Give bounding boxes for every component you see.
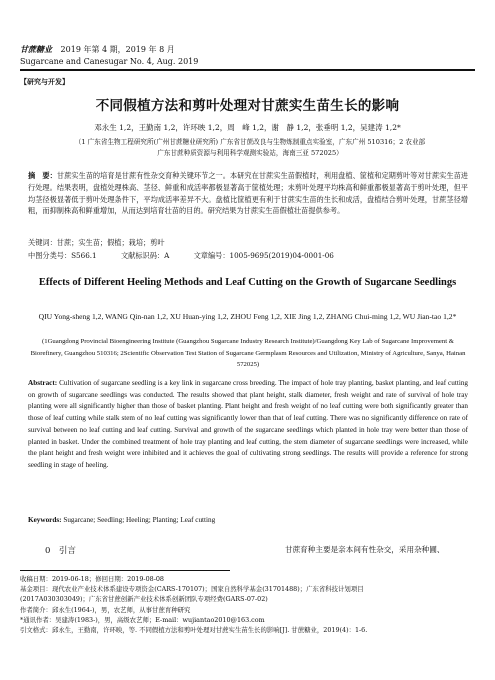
footnote-line: (2017A030303049)；广东省甘蔗创新产业技术体系创新团队专项经费(GARS-07-02) bbox=[20, 595, 268, 604]
footnote-line: 作者简介：邱永生(1964-)，男，农艺师，从事甘蔗育种研究 bbox=[20, 605, 191, 614]
header-rule bbox=[20, 69, 475, 71]
footnote-rule bbox=[20, 570, 230, 571]
footnote-line: *通讯作者：吴建涛(1983-)，男，高级农艺师；E-mail：wujiantao2010@163.com bbox=[20, 615, 265, 624]
affiliation-cn-line: （1 广东省生物工程研究所(广州甘蔗糖业研究所) 广东省甘蔗改良与生物炼制重点实验室，广东广州 510316；2 农业部 bbox=[74, 138, 426, 146]
title-cn: 不同假植方法和剪叶处理对甘蔗实生苗生长的影响 bbox=[95, 98, 400, 114]
affiliations-cn bbox=[40, 137, 460, 159]
footnote-line: 收稿日期：2019-06-18；修回日期：2019-08-08 bbox=[20, 575, 164, 583]
authors-en: QIU Yong-sheng 1,2, WANG Qin-nan 1,2, XU Huan-ying 1,2, ZHOU Feng 1,2, XIE Jing 1,2, ZHANG Chui-ming 1,2, WU Jian-tao 1,2* bbox=[38, 312, 457, 321]
document-code: 文献标识码：A bbox=[120, 251, 170, 260]
journal-name: 甘蔗糖业 bbox=[20, 44, 52, 54]
authors-cn: 邓永生 1,2，王勤南 1,2，许环映 1,2，周 峰 1,2，谢 静 1,2，张垂明 1,2，吴建涛 1,2* bbox=[94, 123, 401, 132]
intro-first-line: 甘蔗育种主要是亲本间有性杂交，采用杂种圃、 bbox=[285, 545, 445, 554]
keywords-en-label: Keywords: bbox=[28, 516, 62, 524]
keywords-cn: 关键词：甘蔗；实生苗；假植；栽培；剪叶 bbox=[28, 238, 165, 247]
abstract-en-text: Cultivation of sugarcane seedling is a key link in sugarcane cross breeding. The impact of hole tray planting, basket planting, and leaf cutting on growth of sugarcane seedlings was conducted. The results showed that plant height, stalk diameter, fresh weight and rate of survival of hole tray planting were all significantly higher than those of basket planting. Plant height and fresh weight of no leaf cutting were both significantly greater than those of leaf cutting while stalk stem of no leaf cutting was significantly lower than that of leaf cutting. There was no significantly difference on rate of survival between no leaf cutting and leaf cutting. Survival and growth of the sugarcane seedlings which planted in hole tray were better than those of planted in basket. Under the combined treatment of hole tray planting and leaf cutting, the stem diameter of sugarcane seedlings were increased, while the plant height and fresh weight were inhibited and it achieves the goal of cultivating strong seedlings. The results will provide a reference for strong seedling in stage of heeling. bbox=[28, 379, 469, 469]
abstract-en-label: Abstract: bbox=[28, 379, 58, 387]
abstract-cn-text: 甘蔗实生苗的培育是甘蔗有性杂交育种关键环节之一。本研究在甘蔗实生苗假植时，利用盘植、筐植和定期剪叶等对甘蔗实生苗进行处理。结果表明，盘植处理株高、茎径、鲜重和成活率都极显著高于筐植处理；未剪叶处理平均株高和鲜重都极显著高于剪叶处理，但平均茎径极显著低于剪叶处理条件下，平均成活率差异不大。盘植比筐植更有利于甘蔗实生苗的生长和成活，盘植结合剪叶处理，甘蔗茎径增粗，而抑制株高和鲜重增加，从而达到培育壮苗的目的。研究结果为甘蔗实生苗假植壮苗提供参考。 bbox=[28, 171, 468, 216]
affiliation-cn-line: 广东甘蔗种质资源与利用科学观测实验站，海南三亚 572025） bbox=[157, 149, 343, 157]
intro-heading: 0 引言 bbox=[45, 546, 76, 556]
journal-header bbox=[20, 44, 175, 55]
clc-number: 中图分类号：S566.1 bbox=[28, 251, 97, 260]
abstract-cn-label: 摘 要： bbox=[28, 171, 57, 180]
footnote-line: 引文格式：邱永生，王勤南，许环映，等. 不同假植方法和剪叶处理对甘蔗实生苗生长的影响[J]. 甘蔗糖业，2019(4)：1-6. bbox=[20, 626, 368, 635]
article-number: 文章编号：1005-9695(2019)04-0001-06 bbox=[193, 251, 334, 260]
section-tag: 【研究与开发】 bbox=[20, 77, 69, 86]
abstract-en bbox=[28, 378, 468, 472]
journal-issue-en: Sugarcane and Canesugar No. 4, Aug. 2019 bbox=[20, 57, 199, 66]
keywords-en bbox=[28, 516, 468, 524]
title-en: Effects of Different Heeling Methods and Leaf Cutting on the Growth of Sugarcane Seedlings bbox=[38, 277, 457, 288]
affiliations-en: (1Guangdong Provincial Bioengineering Institute (Guangzhou Sugarcane Industry Research Institute)/Guangdong Key Lab of Sugarcane Improvement & Biorefinery, Guangzhou 510316; 2Scientific Observation Test Station of Sugarcane Germplasm Resources and Utilization, Ministry of Agriculture, Sanya, Hainan 572025) bbox=[30, 338, 466, 368]
footnotes bbox=[20, 574, 475, 635]
classification-line bbox=[28, 251, 468, 261]
footnote-line: 基金项目：现代农业产业技术体系建设专项资金(CARS-170107)；国家自然科学基金(31701488)；广东省科技计划项目 bbox=[20, 585, 364, 594]
abstract-cn bbox=[28, 170, 468, 217]
keywords-en-text: Sugarcane; Seedling; Heeling; Planting; Leaf cutting bbox=[63, 516, 216, 524]
journal-issue-cn: 2019 年第 4 期，2019 年 8 月 bbox=[60, 45, 175, 54]
